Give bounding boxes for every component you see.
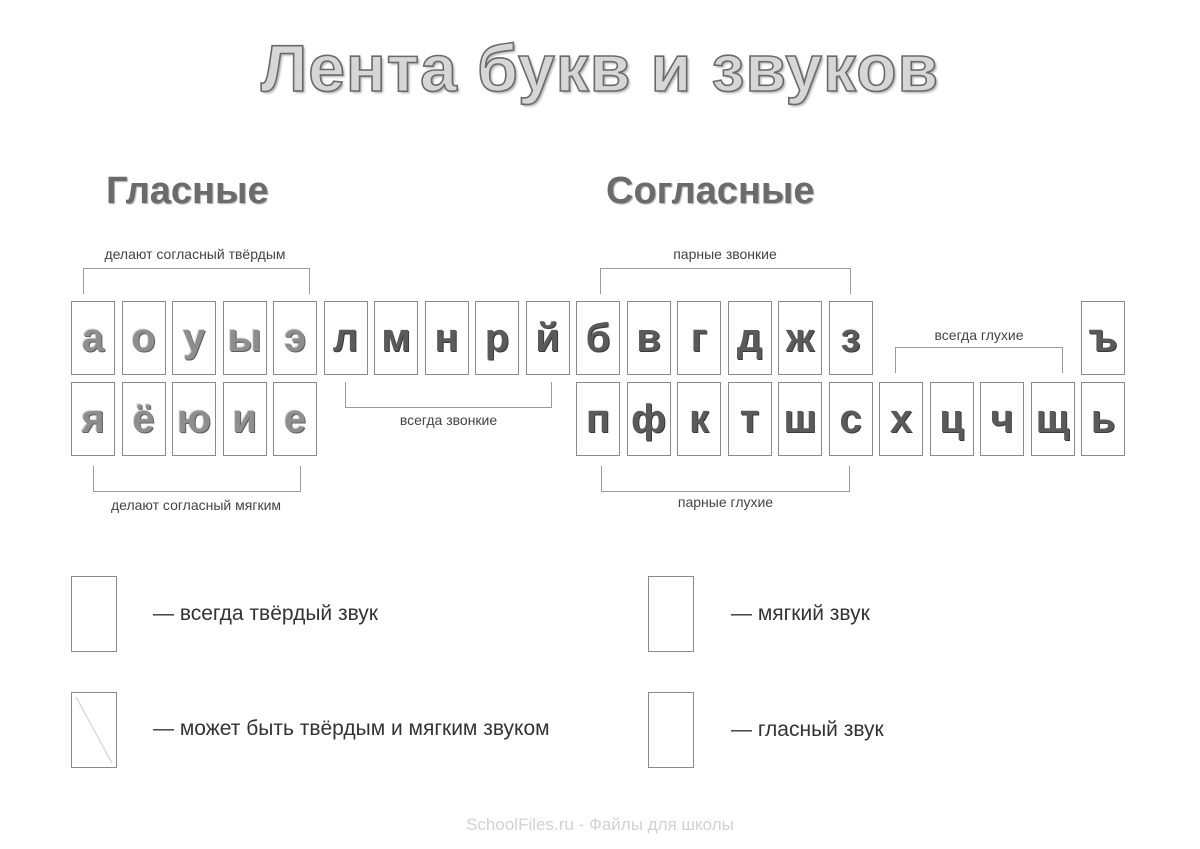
- consonant-card: [778, 301, 822, 375]
- consonant-card: [728, 301, 772, 375]
- letter: о: [131, 316, 156, 360]
- consonant-card: [576, 382, 620, 456]
- bracket-label-vowels-hard: делают согласный твёрдым: [104, 246, 286, 262]
- letter: ы: [227, 316, 262, 360]
- vowel-card: [273, 301, 317, 375]
- letter: н: [434, 316, 459, 360]
- letter: у: [182, 316, 206, 360]
- letter: г: [690, 316, 708, 360]
- letter: э: [283, 316, 307, 360]
- letter: в: [636, 316, 661, 360]
- letter: р: [484, 316, 510, 360]
- bracket-paired-voiceless: [601, 466, 850, 492]
- legend-box-hard-or-soft: [71, 692, 117, 768]
- letter: т: [739, 397, 760, 441]
- letter: ё: [132, 397, 155, 441]
- vowel-card: [223, 301, 267, 375]
- bracket-always-voiceless: [895, 347, 1063, 373]
- hard-sign-card: [1081, 301, 1125, 375]
- legend-hard-or-soft: — может быть твёрдым и мягким звуком: [153, 717, 550, 740]
- vowel-card: [122, 382, 166, 456]
- bracket-vowels-hard: [83, 268, 310, 294]
- vowel-card: [71, 382, 115, 456]
- bracket-vowels-soft: [93, 466, 301, 492]
- page-title: Лента букв и звуков: [260, 31, 940, 105]
- diagonal-line-icon: [72, 693, 115, 766]
- consonant-card: [677, 382, 721, 456]
- bracket-label-always-voiced: всегда звонкие: [399, 412, 498, 428]
- consonant-card: [425, 301, 469, 375]
- letter: б: [585, 316, 611, 360]
- legend-soft: — мягкий звук: [731, 602, 870, 625]
- bracket-label-vowels-soft: делают согласный мягким: [110, 497, 282, 513]
- letter: ш: [783, 397, 817, 441]
- letter: й: [535, 316, 560, 360]
- consonants-heading: Согласные: [606, 170, 815, 212]
- vowels-heading: Гласные: [106, 170, 269, 212]
- letter: з: [840, 316, 861, 360]
- legend-box-vowel: [648, 692, 694, 768]
- bracket-paired-voiced: [600, 268, 851, 294]
- consonant-card: [879, 382, 923, 456]
- letter: с: [839, 397, 862, 441]
- consonant-card: [930, 382, 974, 456]
- letter: а: [81, 316, 105, 360]
- bracket-label-always-voiceless: всегда глухие: [934, 327, 1024, 343]
- bracket-always-voiced: [345, 382, 552, 408]
- vowel-card: [223, 382, 267, 456]
- soft-sign-card: [1081, 382, 1125, 456]
- letter: ф: [631, 397, 666, 441]
- consonant-card: [980, 382, 1024, 456]
- letter: я: [81, 397, 105, 441]
- letter: ц: [939, 397, 964, 441]
- letter: и: [232, 397, 257, 441]
- letter: ь: [1090, 397, 1116, 441]
- vowel-card: [122, 301, 166, 375]
- consonant-card: [728, 382, 772, 456]
- vowel-card: [273, 382, 317, 456]
- letter: щ: [1035, 397, 1070, 441]
- bracket-label-paired-voiced: парные звонкие: [673, 246, 777, 262]
- letter: д: [736, 316, 763, 360]
- footer-watermark: SchoolFiles.ru - Файлы для школы: [466, 815, 734, 834]
- vowel-card: [172, 301, 216, 375]
- letter: ъ: [1088, 316, 1118, 360]
- letter: м: [381, 316, 411, 360]
- legend-always-hard: — всегда твёрдый звук: [153, 602, 378, 625]
- legend-box-always-hard: [71, 576, 117, 652]
- letter: е: [283, 397, 307, 441]
- consonant-card: [778, 382, 822, 456]
- bracket-label-paired-voiceless: парные глухие: [677, 494, 774, 510]
- letter: х: [889, 397, 913, 441]
- consonant-card: [627, 382, 671, 456]
- legend-vowel: — гласный звук: [731, 718, 884, 741]
- letter: к: [688, 397, 710, 441]
- letter: п: [585, 397, 611, 441]
- vowel-card: [71, 301, 115, 375]
- letter: ж: [785, 316, 815, 360]
- consonant-card: [324, 301, 368, 375]
- consonant-card: [829, 382, 873, 456]
- consonant-card: [576, 301, 620, 375]
- consonant-card: [1031, 382, 1075, 456]
- consonant-card: [475, 301, 519, 375]
- consonant-card: [374, 301, 418, 375]
- consonant-card: [627, 301, 671, 375]
- letter: ч: [990, 397, 1014, 441]
- letter: л: [332, 316, 359, 360]
- vowel-card: [172, 382, 216, 456]
- letter: ю: [176, 397, 212, 441]
- consonant-card: [526, 301, 570, 375]
- legend-box-soft: [648, 576, 694, 652]
- consonant-card: [677, 301, 721, 375]
- consonant-card: [829, 301, 873, 375]
